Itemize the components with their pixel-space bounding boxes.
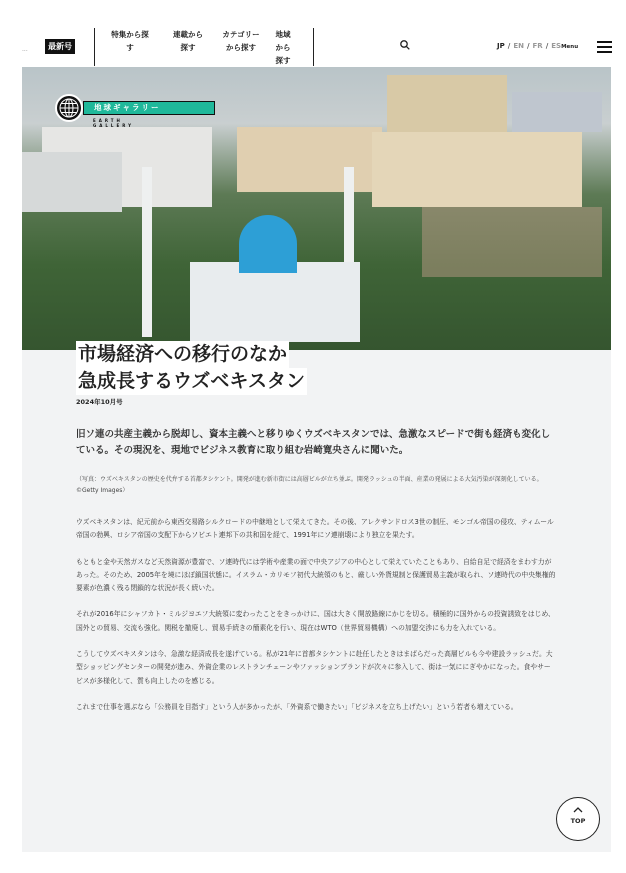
back-to-top-button[interactable]: TOP: [556, 797, 600, 841]
nav-categories[interactable]: カテゴリーから探す: [222, 30, 260, 52]
more-dots[interactable]: ...: [22, 46, 28, 53]
article-lead: 旧ソ連の共産主義から脱却し、資本主義へと移りゆくウズベキスタンでは、急激なスピードで街も経済も変化している。その現況を、現地でビジネス教育に取り組む岩崎寛央さんに聞いた。: [76, 429, 551, 456]
search-icon[interactable]: [400, 40, 410, 50]
hamburger-menu-icon[interactable]: [597, 41, 612, 56]
article-body: [76, 516, 556, 727]
paragraph: もともと金や天然ガスなど天然資源が豊富で、ソ連時代には学術や産業の面で中央アジアの中心として栄えていたこともあり、自給自足で経済をまわす力があった。そのため、2005年を境にほぼ鎖国状態に。イスラム・カリモフ初代大統領のもと、厳しい外貨規制と保護貿易主義が取られ、ソ連時代の中央集権的要素が色濃く残る閉鎖的な状況が長く続いた。: [76, 557, 556, 593]
paragraph: それが2016年にシャフカト・ミルジヨエフ大統領に変わったことをきっかけに、国は大きく開放路線にかじを切る。積極的に国外からの投資誘致をはじめ、国外との貿易、交流も強化。関税を撤廃し、貿易手続きの簡素化を行い、現在はWTO（世界貿易機構）への加盟交渉にも力を入れている。: [76, 610, 555, 632]
paragraph: これまで仕事を選ぶなら「公務員を目指す」という人が多かったが、「外資系で働きたい」「ビジネスを立ち上げたい」という若者も増えている。: [76, 702, 518, 711]
paragraph: こうしてウズベキスタンは今、急激な経済成長を遂げている。私が21年に首都タシケントに赴任したときはまばらだった高層ビルも今や建設ラッシュだ。大型ショッピングセンターの開発が進み、外資企業のレストランチェーンやファッションブランドが次々に参入して、街は一気ににぎやかになった。食やサービスが多様化して、質も向上したのを感じる。: [76, 650, 553, 685]
menu-label[interactable]: Menu: [561, 44, 579, 50]
issue-date: 2024年10月号: [76, 398, 123, 406]
site-header: [0, 22, 626, 67]
chevron-up-icon: [573, 807, 583, 813]
lang-jp[interactable]: JP: [497, 42, 505, 50]
globe-icon: [55, 94, 83, 122]
nav-series[interactable]: 連載から探す: [173, 30, 203, 52]
divider: [94, 28, 95, 66]
article-title: 市場経済への移行のなか 急成長するウズベキスタン: [76, 341, 307, 395]
paragraph: ウズベキスタンは、紀元前から東西交易路シルクロードの中継地として栄えてきた。その後、アレクサンドロス3世の制圧、モンゴル帝国の侵攻、ティムール帝国の勃興、ロシア帝国の支配下からソビエト連邦下の共和国を経て、1991年にソ連崩壊により独立を果たす。: [76, 518, 554, 540]
badge-subtitle: EARTH GALLERY: [93, 118, 134, 128]
lang-fr[interactable]: FR: [532, 42, 543, 50]
lang-en[interactable]: EN: [513, 42, 524, 50]
photo-caption: （写真：ウズベキスタンの歴史を代弁する首都タシケント。開発が進む新市街には高層ビルが立ち並ぶ。開発ラッシュの半面、産業の発展による大気汚染が深刻化している。©Getty Images）: [76, 476, 543, 494]
lang-es[interactable]: ES: [551, 42, 562, 50]
nav-features[interactable]: 特集から探す: [111, 30, 149, 52]
language-switcher: JP / EN / FR / ESMenu: [497, 42, 579, 50]
nav-regions[interactable]: 地域から探す: [275, 30, 291, 65]
divider: [313, 28, 314, 66]
badge-title: 地球ギャラリー: [83, 101, 215, 115]
latest-issue-link[interactable]: 最新号: [45, 39, 75, 54]
